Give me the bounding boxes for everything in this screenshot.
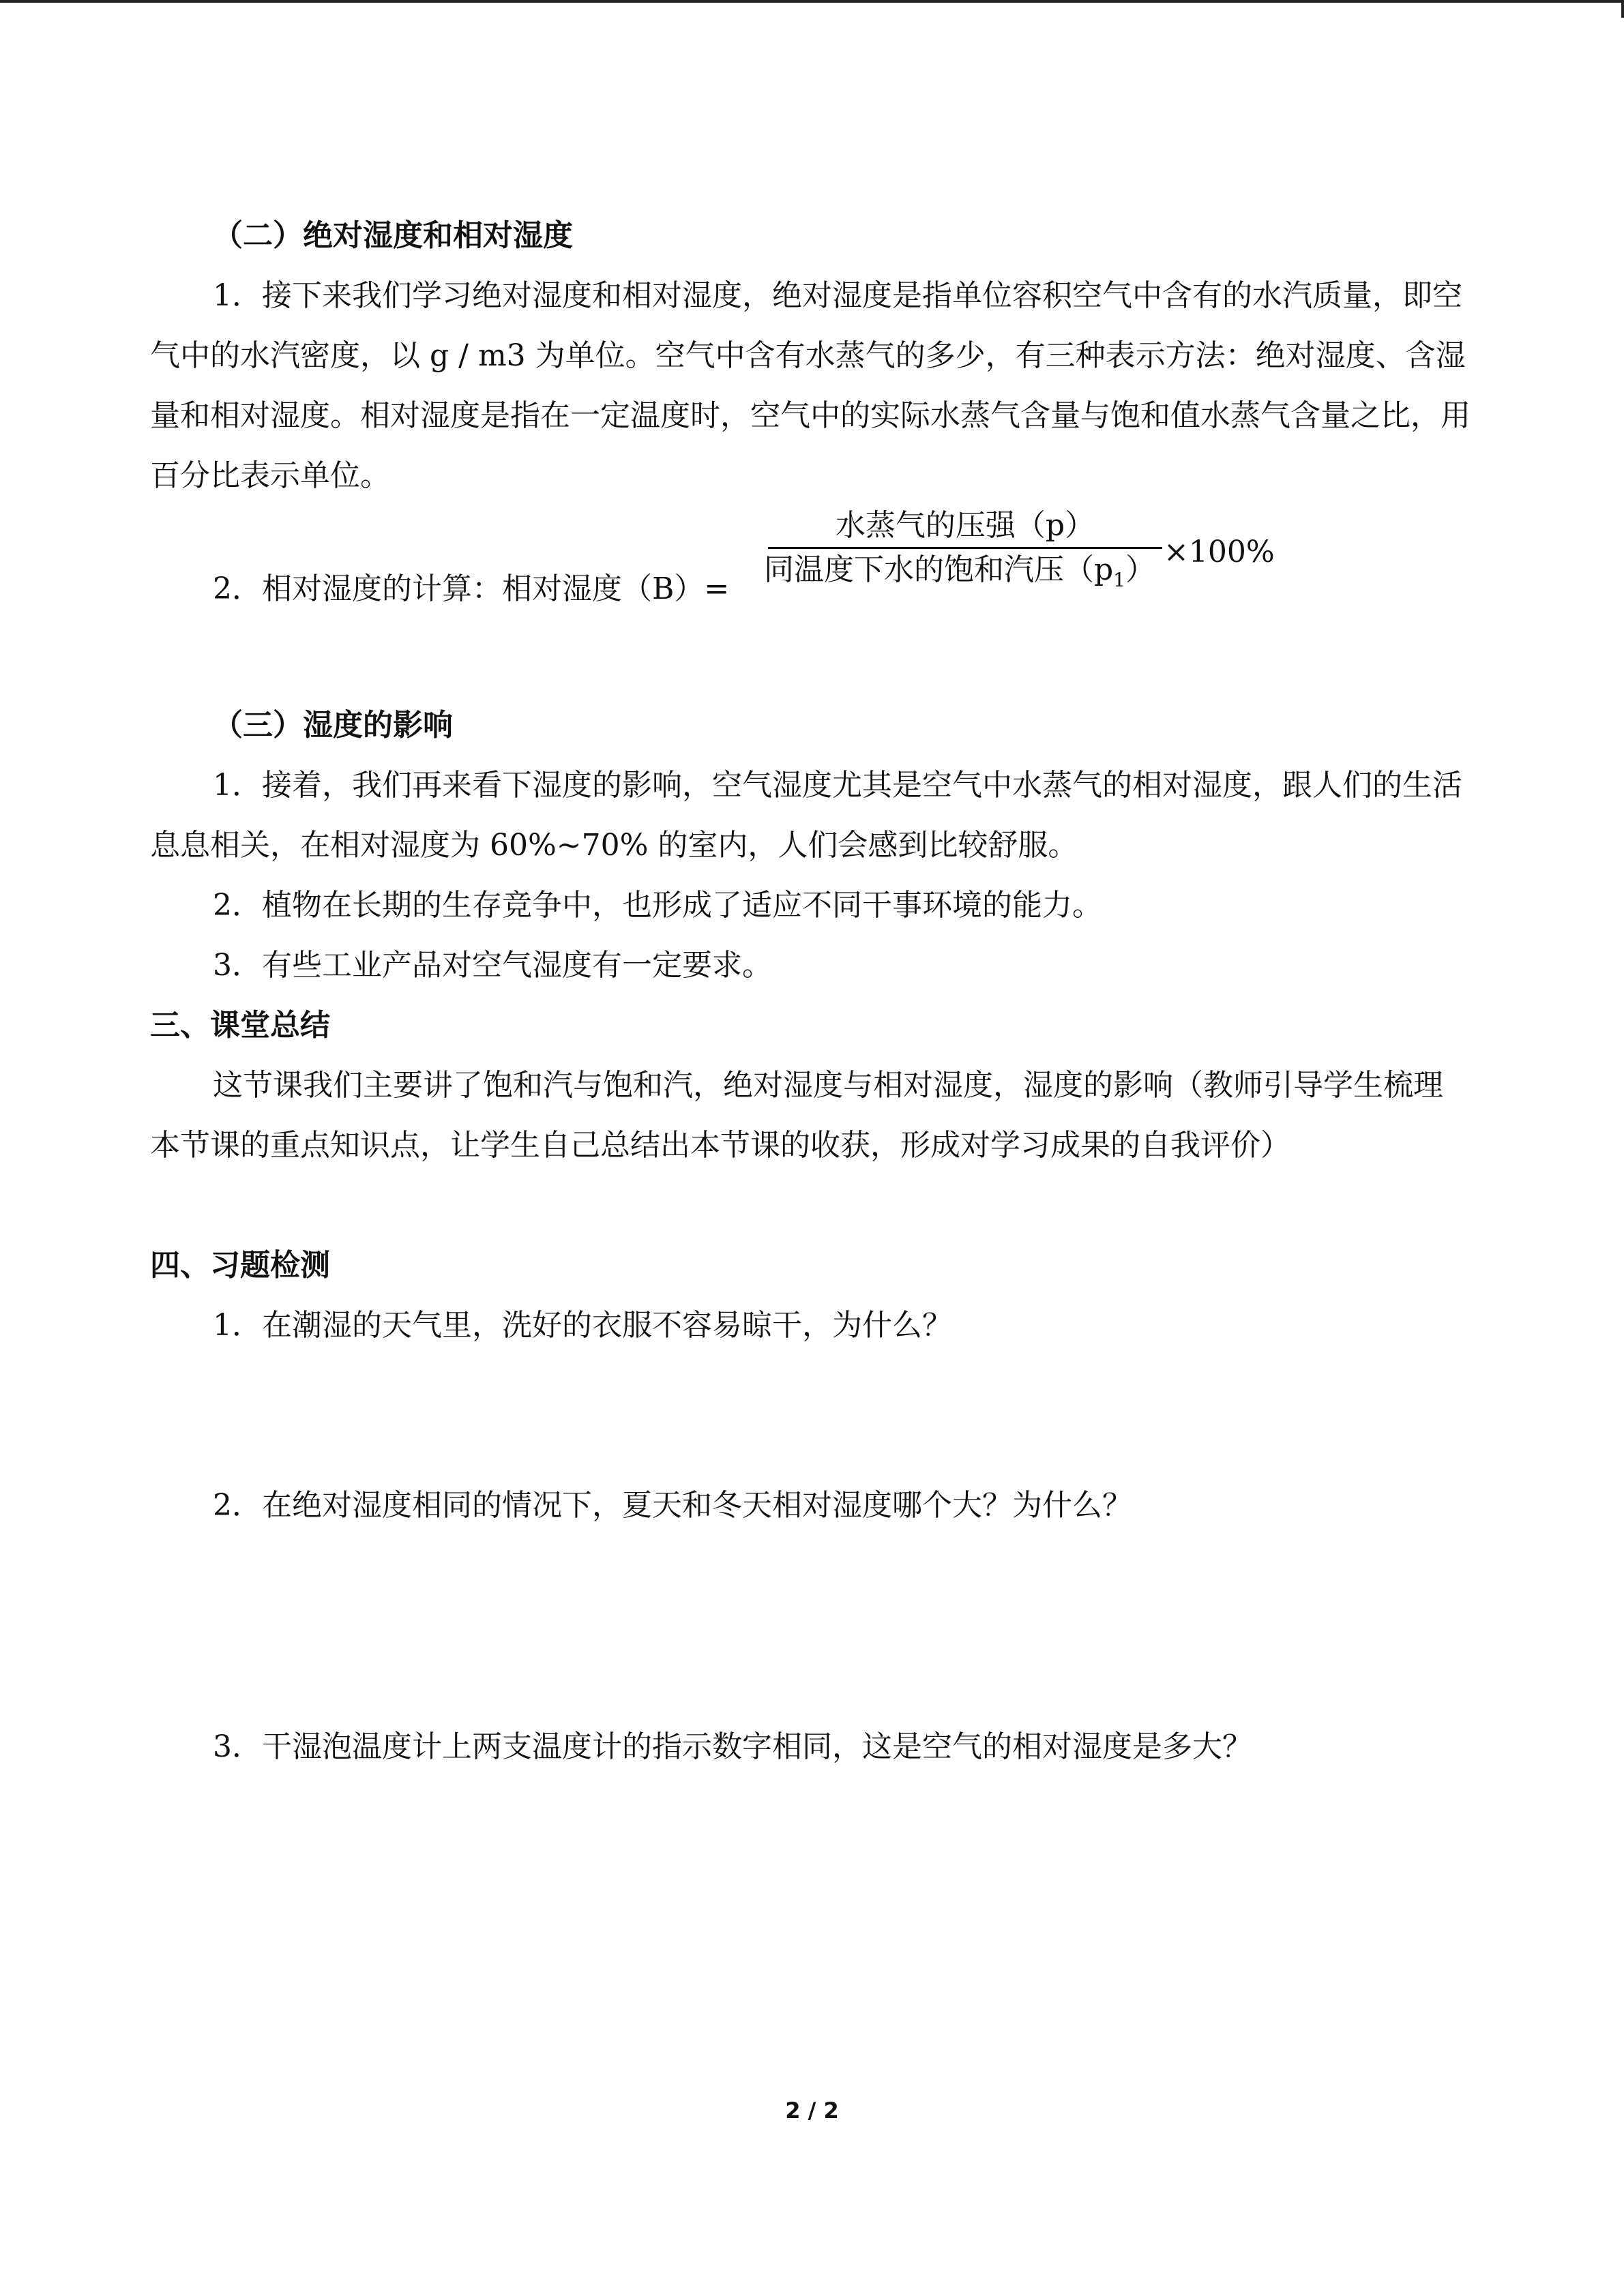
page-number: 2 / 2 (785, 2098, 839, 2123)
denominator-close: ） (1125, 552, 1155, 587)
denominator-text: 同温度下水的饱和汽压（p (764, 552, 1114, 587)
section3-paragraph-2: 2．植物在长期的生存竞争中，也形成了适应不同干事环境的能力。 (213, 888, 1102, 923)
section3-heading: （三）湿度的影响 (213, 708, 453, 743)
page-corner-mark (1621, 0, 1624, 18)
section2-paragraph-1: 1．接下来我们学习绝对湿度和相对湿度，绝对湿度是指单位容积空气中含有的水汽质量，即空气中的水汽密度，以 g / m3 为单位。空气中含有水蒸气的多少，有三种表示方法：绝对湿度、含湿量和相对湿度。相对湿度是指在一定温度时，空气中的实际水蒸气含量与饱和值水蒸气含量之比，用百分比表示单位。 (150, 278, 1471, 493)
exercise-question-2: 2．在绝对湿度相同的情况下，夏天和冬天相对湿度哪个大？为什么？ (213, 1488, 1132, 1523)
section3-paragraph-1: 1．接着，我们再来看下湿度的影响，空气湿度尤其是空气中水蒸气的相对湿度，跟人们的生活息息相关，在相对湿度为 60%~70% 的室内，人们会感到比较舒服。 (150, 768, 1462, 863)
exercise-question-3: 3．干湿泡温度计上两支温度计的指示数字相同，这是空气的相对湿度是多大？ (213, 1729, 1252, 1764)
denominator-subscript: 1 (1113, 568, 1125, 591)
fraction-numerator: 水蒸气的压强（p） (835, 508, 1095, 543)
fraction-denominator (764, 549, 1166, 591)
section2-heading: （二）绝对湿度和相对湿度 (213, 218, 573, 253)
relative-humidity-fraction (764, 505, 1166, 591)
section3-paragraph-3: 3．有些工业产品对空气湿度有一定要求。 (213, 948, 772, 983)
page-top-border (0, 0, 1624, 3)
formula-prefix: 2．相对湿度的计算：相对湿度（B）= (213, 571, 730, 606)
summary-heading: 三、课堂总结 (150, 1008, 330, 1043)
exercise-question-1: 1．在潮湿的天气里，洗好的衣服不容易晾干，为什么？ (213, 1308, 952, 1343)
summary-paragraph: 这节课我们主要讲了饱和汽与饱和汽，绝对湿度与相对湿度，湿度的影响（教师引导学生梳理本节课的重点知识点，让学生自己总结出本节课的收获，形成对学习成果的自我评价） (150, 1068, 1443, 1163)
formula-multiplier: ×100% (1164, 535, 1275, 569)
exercises-heading: 四、习题检测 (150, 1248, 330, 1283)
